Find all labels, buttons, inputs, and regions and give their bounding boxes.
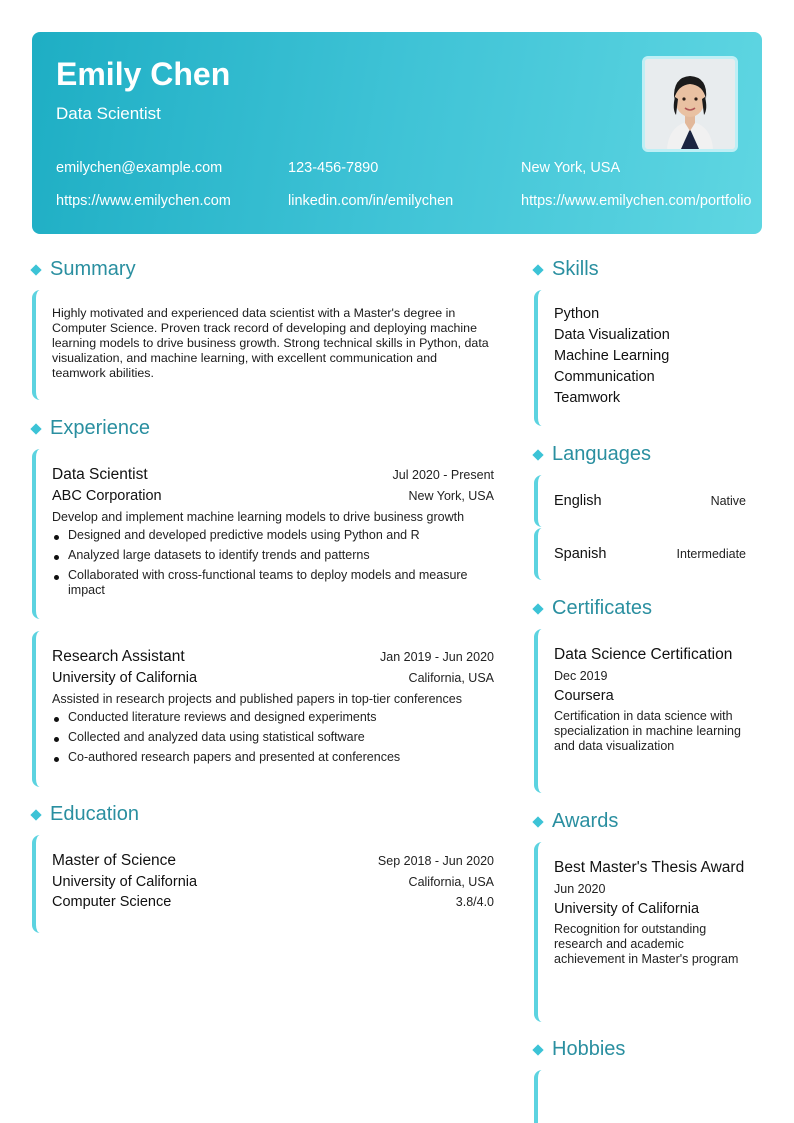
skill-item: Data Visualization [554, 327, 670, 343]
job-date: Jan 2019 - Jun 2020 [380, 650, 494, 664]
candidate-name: Emily Chen [56, 56, 231, 92]
language-name: English [554, 493, 602, 509]
award-title: Best Master's Thesis Award [554, 859, 745, 876]
award-date: Jun 2020 [554, 882, 606, 896]
languages-heading-text: Languages [552, 443, 651, 465]
awards-heading [532, 810, 618, 833]
job-description: Develop and implement machine learning models to drive business growth [52, 510, 465, 524]
summary-heading-text: Summary [50, 258, 136, 280]
job-description: Assisted in research projects and published papers in top-tier conferences [52, 692, 462, 706]
award-description: Recognition for outstanding research and academic achievement in Master's program [554, 922, 739, 966]
languages-heading [532, 443, 651, 466]
list-item: Conducted literature reviews and designed experiments [52, 710, 494, 725]
diamond-icon [532, 264, 543, 275]
job-organization: University of California [52, 670, 198, 686]
skills-block [534, 290, 762, 426]
list-item: Co-authored research papers and presented at conferences [52, 750, 494, 765]
contact-website[interactable]: https://www.emilychen.com [56, 193, 231, 209]
job-bullets [52, 528, 494, 598]
job-date: Jul 2020 - Present [392, 468, 494, 482]
certificate-item [534, 629, 746, 793]
job-location: California, USA [408, 671, 494, 685]
skill-item: Python [554, 306, 600, 322]
job-bullets [52, 710, 494, 765]
job-title: Research Assistant [52, 648, 185, 665]
skills-heading [532, 258, 599, 281]
gpa: 3.8/4.0 [455, 895, 494, 909]
list-item: Designed and developed predictive models using Python and R [52, 528, 494, 543]
certificate-issuer: Coursera [554, 688, 614, 704]
list-item: Analyzed large datasets to identify trends and patterns [52, 548, 494, 563]
contact-linkedin[interactable]: linkedin.com/in/emilychen [288, 193, 454, 209]
experience-item [32, 631, 494, 787]
education-heading-text: Education [50, 803, 139, 825]
job-title: Data Scientist [52, 466, 148, 483]
language-item [534, 528, 746, 580]
job-location: New York, USA [408, 489, 494, 503]
skill-item: Teamwork [554, 390, 621, 406]
contact-email[interactable]: emilychen@example.com [56, 160, 223, 176]
language-level: Native [710, 494, 746, 508]
diamond-icon [532, 1044, 543, 1055]
candidate-title: Data Scientist [56, 104, 161, 123]
contact-location: New York, USA [521, 160, 621, 176]
certificate-date: Dec 2019 [554, 669, 608, 683]
award-issuer: University of California [554, 901, 700, 917]
contact-phone[interactable]: 123-456-7890 [288, 160, 379, 176]
hobbies-heading [532, 1038, 625, 1061]
list-item: Collaborated with cross-functional teams to deploy models and measure impact [52, 568, 494, 598]
hobbies-heading-text: Hobbies [552, 1038, 626, 1060]
hobbies-block [534, 1070, 746, 1123]
diamond-icon [30, 809, 41, 820]
experience-heading-text: Experience [50, 417, 151, 439]
skill-item: Machine Learning [554, 348, 670, 364]
skill-item: Communication [554, 369, 655, 385]
certificate-description: Certification in data science with specialization in machine learning and data visualization [554, 709, 741, 753]
experience-item [32, 449, 494, 619]
diamond-icon [30, 423, 41, 434]
education-item [32, 835, 494, 933]
job-organization: ABC Corporation [52, 488, 162, 504]
list-item: Collected and analyzed data using statistical software [52, 730, 494, 745]
resume-header [32, 32, 762, 234]
summary-heading [30, 258, 136, 281]
diamond-icon [30, 264, 41, 275]
skills-heading-text: Skills [552, 258, 599, 280]
awards-heading-text: Awards [552, 810, 619, 832]
summary-text: Highly motivated and experienced data scientist with a Master's degree in Computer Science. Proven track record of developing and deploying machine learning models to drive business growth. Strong technical skills in Python, data visualization, and machine learning, with excellent communication and teamwork abilities. [52, 306, 489, 380]
diamond-icon [532, 603, 543, 614]
contact-portfolio[interactable]: https://www.emilychen.com/portfolio [521, 193, 752, 209]
language-item [534, 475, 746, 527]
degree: Master of Science [52, 852, 177, 869]
certificates-heading [532, 597, 652, 620]
education-date: Sep 2018 - Jun 2020 [377, 854, 494, 868]
certificate-title: Data Science Certification [554, 646, 733, 663]
profile-photo [642, 56, 738, 152]
school-location: California, USA [408, 875, 494, 889]
award-item [534, 842, 746, 1022]
language-level: Intermediate [676, 547, 746, 561]
school: University of California [52, 874, 198, 890]
education-heading [30, 803, 139, 826]
language-name: Spanish [554, 546, 607, 562]
field-of-study: Computer Science [52, 894, 172, 910]
experience-heading [30, 417, 150, 440]
profile-photo-image [645, 59, 735, 149]
diamond-icon [532, 449, 543, 460]
summary-block [32, 290, 494, 400]
certificates-heading-text: Certificates [552, 597, 653, 619]
diamond-icon [532, 816, 543, 827]
